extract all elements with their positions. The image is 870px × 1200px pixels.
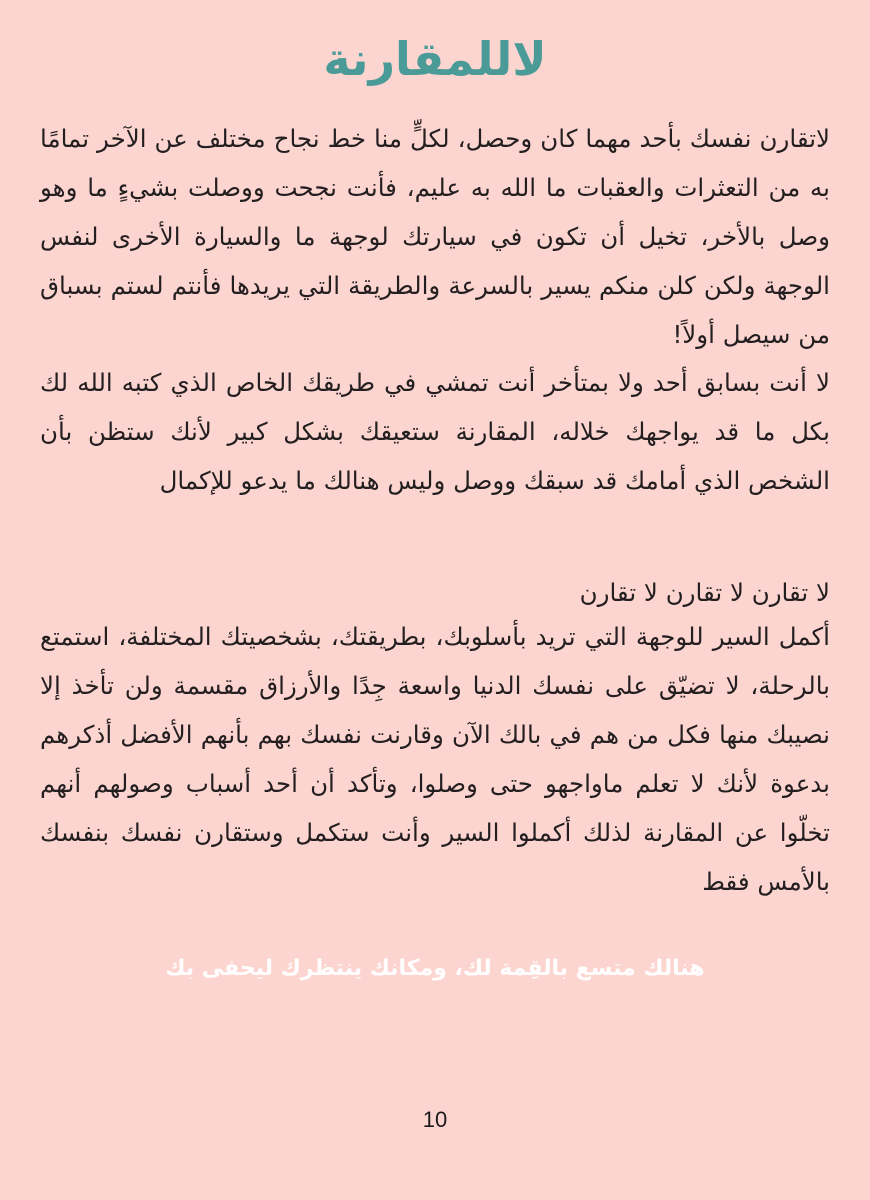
page-title: لاللمقارنة — [323, 32, 547, 86]
paragraph-1: لاتقارن نفسك بأحد مهما كان وحصل، لكلٍّ منا خط نجاح مختلف عن الآخر تمامًا به من التعثرات والعقبات ما الله به عليم، فأنت نجحت ووصلت بشيءٍ ما وهو وصل بالأخر، تخيل أن تكون في سيارتك لوجهة ما والسيارة الأخرى لنفس الوجهة ولكن كلن منكم يسير بالسرعة والطريقة التي يريدها فأنتم لستم بسباق من سيصل أولاً! — [40, 124, 830, 349]
paragraph-3-refrain: لا تقارن لا تقارن لا تقارن — [579, 578, 830, 607]
page-number: 10 — [422, 1107, 448, 1132]
paragraph-4: أكمل السير للوجهة التي تريد بأسلوبك، بطريقتك، بشخصيتك المختلفة، استمتع بالرحلة، لا تضيّق على نفسك الدنيا واسعة جِدًا والأرزاق مقسمة ولن تأخذ إلا نصيبك منها فكل من هم في بالك الآن وقارنت نفسك بهم بأنهم الأفضل أذكرهم بدعوة لأنك لا تعلم ماواجهو حتى وصلوا، وتأكد أن أحد أسباب وصولهم أنهم تخلّوا عن المقارنة لذلك أكملوا السير وأنت ستكمل وستقارن نفسك بنفسك بالأمس فقط — [40, 622, 830, 896]
paragraph-2: لا أنت بسابق أحد ولا بمتأخر أنت تمشي في طريقك الخاص الذي كتبه الله لك بكل ما قد يواجهك خلاله، المقارنة ستعيقك بشكل كبير لأنك ستظن بأن الشخص الذي أمامك قد سبقك ووصل وليس هنالك ما يدعو للإكمال — [40, 368, 830, 495]
closing-quote: هنالك متسع بالقِمة لك، ومكانك ينتظرك ليحفى بك — [165, 956, 705, 981]
